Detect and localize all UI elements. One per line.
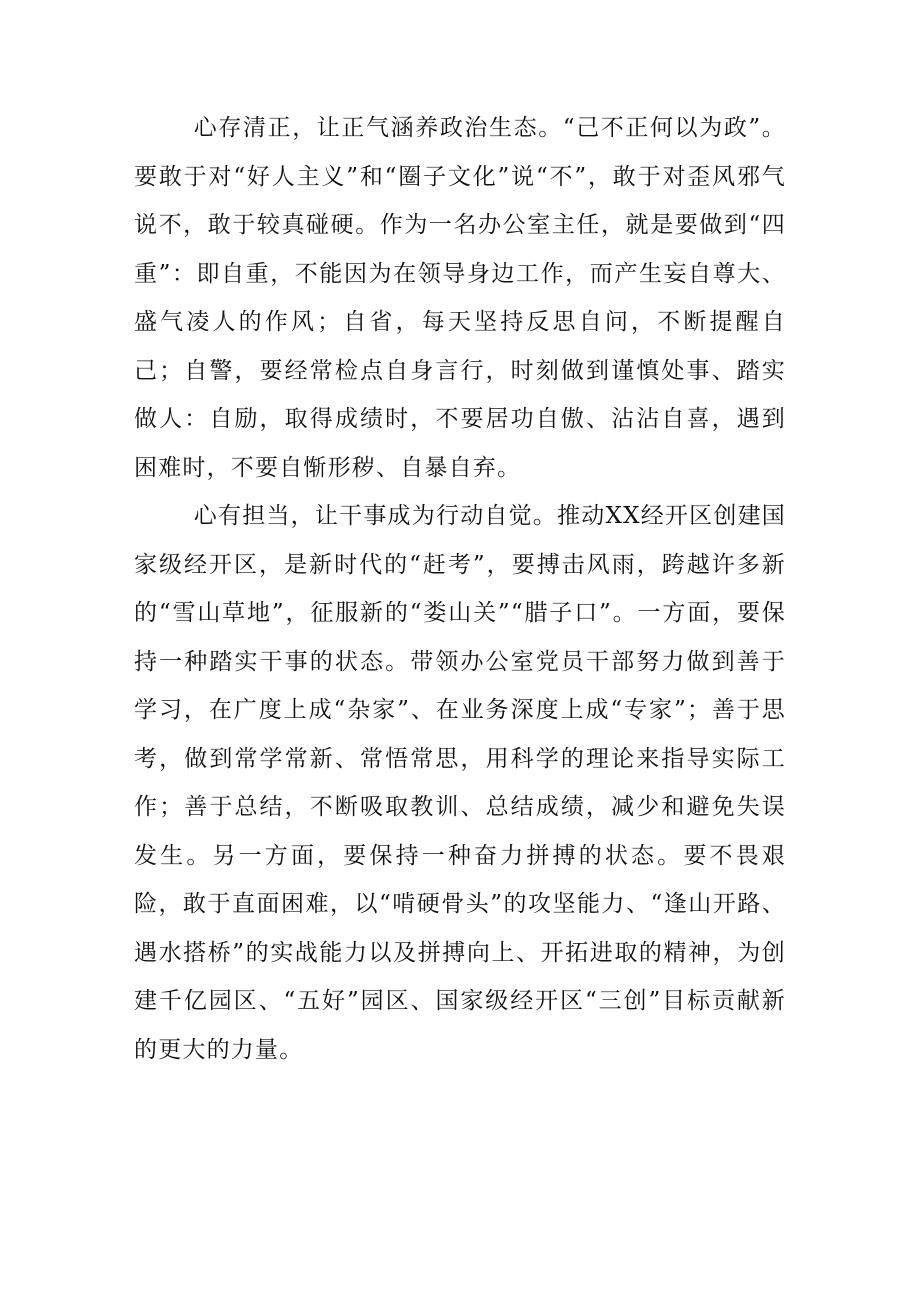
paragraph-1: 心存清正，让正气涵养政治生态。“己不正何以为政”。要敢于对“好人主义”和“圈子文化”说“不”，敢于对歪风邪气说不，敢于较真碰硬。作为一名办公室主任，就是要做到“四重”：即自重，不能因为在领导身边工作，而产生妄自尊大、盛气凌人的作风；自省，每天坚持反思自问，不断提醒自己；自警，要经常检点自身言行，时刻做到谨慎处事、踏实做人：自励，取得成绩时，不要居功自傲、沾沾自喜，遇到困难时，不要自惭形秽、自暴自弃。 (134, 115, 786, 481)
paragraph-2: 心有担当，让干事成为行动自觉。推动XX经开区创建国家级经开区，是新时代的“赶考”，要搏击风雨，跨越许多新的“雪山草地”，征服新的“娄山关”“腊子口”。一方面，要保持一种踏实干事的状态。带领办公室党员干部努力做到善于学习，在广度上成“杂家”、在业务深度上成“专家”；善于思考，做到常学常新、常悟常思，用科学的理论来指导实际工作；善于总结，不断吸取教训、总结成绩，减少和避免失误发生。另一方面，要保持一种奋力拼搏的状态。要不畏艰险，敢于直面困难，以“啃硬骨头”的攻坚能力、“逢山开路、遇水搭桥”的实战能力以及拼搏向上、开拓进取的精神，为创建千亿园区、“五好”园区、国家级经开区“三创”目标贡献新的更大的力量。 (134, 503, 786, 1063)
document-body (134, 104, 786, 1074)
